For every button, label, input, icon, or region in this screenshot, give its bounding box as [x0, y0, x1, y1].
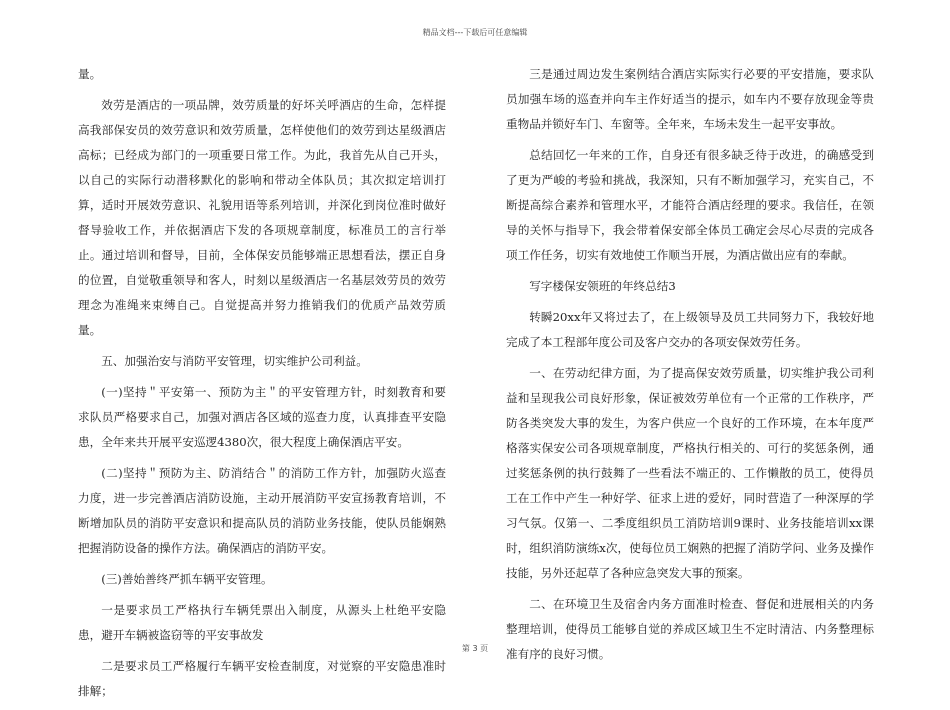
paragraph: 转瞬20xx年又将过去了，在上级领导及员工共同努力下，我较好地完成了本工程部年度公司及客户交办的各项安保效劳任务。 [506, 310, 874, 349]
paragraph: (二)坚持＂预防为主、防消结合＂的消防工作方针，加强防火巡查力度，进一步完善酒店消防设施，主动开展消防平安宣扬教育培训，不断增加队员的消防平安意识和提高队员的消防业务技能，使队员能娴熟把握消防设备的操作方法。确保酒店的消防平安。 [78, 466, 446, 555]
paragraph: 效劳是酒店的一项品牌，效劳质量的好坏关呼酒店的生命，怎样提高我部保安员的效劳意识和效劳质量，怎样使他们的效劳到达星级酒店高标；已经成为部门的一项重要日常工作。为此，我首先从自己开头，以自己的实际行动潜移默化的影响和带动全体队员；其次拟定培训打算，适时开展效劳意识、礼貌用语等系列培训，并深化到岗位准时做好督导验收工作，并依据酒店下发的各项规章制度，标准员工的言行举止。通过培训和督导，目前，全体保安员能够端正思想看法，摆正自身的位置，自觉敬重领导和客人，时刻以星级酒店一名基层效劳员的效劳理念为准绳来束缚自己。自觉提高并努力推销我们的优质产品效劳质量。 [78, 98, 446, 337]
page-number: 第 3 页 [461, 644, 489, 653]
paragraph: 一、在劳动纪律方面，为了提高保安效劳质量，切实维护我公司利益和呈现我公司良好形象，保证被效劳单位有一个正常的工作秩序，严防各类突发大事的发生，为客户供应一个良好的工作环境，在本年度严格落实保安公司各项规章制度，严格执行相关的、可行的奖惩条例，通过奖惩条例的执行鼓舞了一些看法不端正的、工作懒散的员工，使得员工在工作中产生一种好学、征求上进的爱好，同时营造了一种深厚的学习气氛。仅第一、二季度组织员工消防培训9课时、业务技能培训xx课时，组织消防演练x次，使每位员工娴熟的把握了消防学问、业务及操作技能，另外还起草了各种应急突发大事的预案。 [506, 366, 874, 580]
page-header: 精品文档---下载后可任意编辑 [422, 28, 528, 37]
paragraph: 一是要求员工严格执行车辆凭票出入制度，从源头上杜绝平安隐患，避开车辆被盗窃等的平安事故发 [78, 603, 446, 642]
section-heading: 五、加强治安与消防平安管理，切实维护公司利益。 [101, 354, 368, 368]
paragraph: 三是通过周边发生案例结合酒店实际实行必要的平安措施，要求队员加强车场的巡查并向车主作好适当的提示，如车内不要存放现金等贵重物品并锁好车门、车窗等。全年来，车场未发生一起平安事故。 [506, 67, 874, 131]
paragraph: 二、在环境卫生及宿舍内务方面准时检查、督促和进展相关的内务整理培训，使得员工能够自觉的养成区域卫生不定时清洁、内务整理标准有序的良好习惯。 [506, 597, 874, 661]
paragraph: 总结回忆一年来的工作，自身还有很多缺乏待于改进，的确感受到了更为严峻的考验和挑战，我深知，只有不断加强学习，充实自己，不断提高综合素养和管理水平，才能符合酒店经理的要求。我信任，在领导的关怀与指导下，我会带着保安部全体员工确定会尽心尽责的完成各项工作任务，切实有效地使工作顺当开展，为酒店做出应有的奉献。 [506, 148, 874, 262]
paragraph: 二是要求员工严格履行车辆平安检查制度，对觉察的平安隐患准时排解； [78, 659, 446, 698]
right-column [506, 62, 874, 673]
paragraph: (一)坚持＂平安第一、预防为主＂的平安管理方针，时刻教育和要求队员严格要求自己，加强对酒店各区域的巡查力度，认真排查平安隐患，全年来共开展平安巡逻4380次，很大程度上确保酒店平安。 [78, 385, 446, 449]
left-column [78, 62, 446, 710]
section-title: 写字楼保安领班的年终总结3 [529, 279, 676, 293]
paragraph: 量。 [78, 67, 102, 81]
sub-heading: (三)善始善终严抓车辆平安管理。 [101, 572, 273, 586]
